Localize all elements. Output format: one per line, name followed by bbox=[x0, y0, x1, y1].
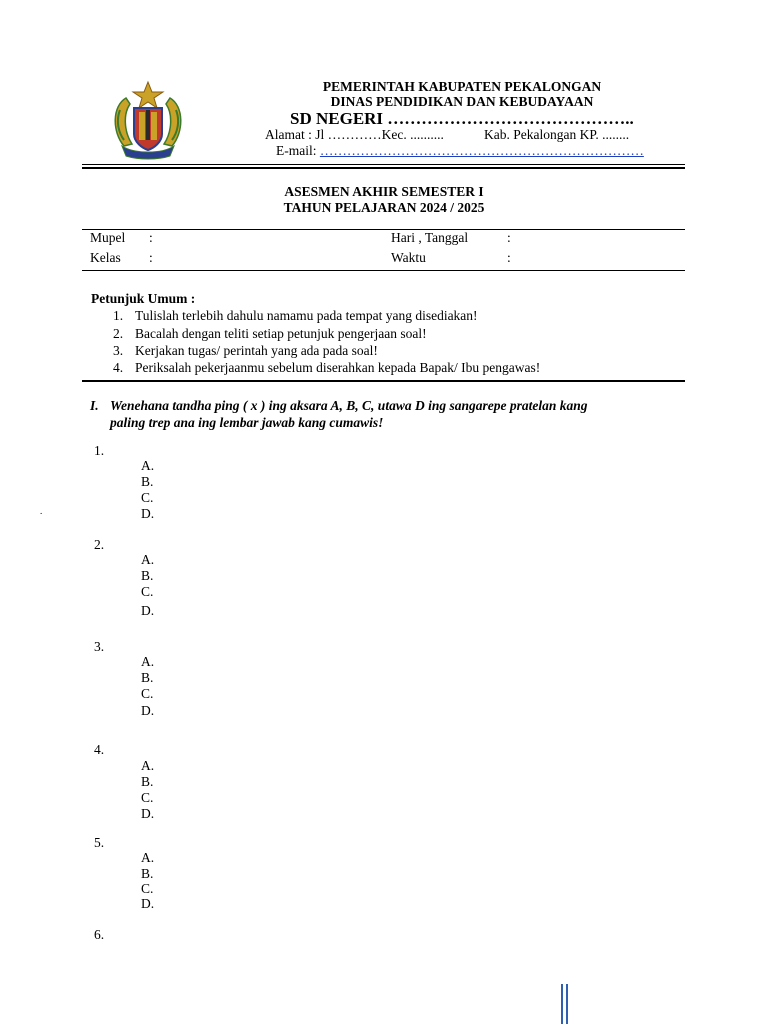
section-instruction-line2: paling trep ana ing lembar jawab kang cumawis! bbox=[110, 415, 384, 430]
address-right: Kab. Pekalongan KP. ........ bbox=[484, 127, 630, 142]
question-number: 2. bbox=[94, 537, 105, 552]
kelas-label: Kelas bbox=[90, 250, 121, 265]
instruction-item bbox=[113, 360, 540, 376]
answer-option[interactable]: A. bbox=[141, 758, 155, 773]
email-label: E-mail: bbox=[276, 143, 317, 158]
instruction-text: Periksalah pekerjaanmu sebelum diserahkan kepada Bapak/ Ibu pengawas! bbox=[135, 360, 541, 375]
instruction-text: Bacalah dengan teliti setiap petunjuk pengerjaan soal! bbox=[135, 326, 427, 341]
answer-option[interactable]: C. bbox=[141, 490, 154, 505]
academic-year: TAHUN PELAJARAN 2024 / 2025 bbox=[283, 200, 485, 215]
instruction-item bbox=[113, 326, 427, 342]
answer-option[interactable]: A. bbox=[141, 654, 155, 669]
answer-option[interactable]: B. bbox=[141, 474, 154, 489]
answer-option[interactable]: D. bbox=[141, 703, 155, 718]
mupel-label: Mupel bbox=[90, 230, 126, 245]
instruction-number: 4. bbox=[113, 360, 124, 375]
regency-emblem-logo bbox=[108, 80, 188, 160]
header-divider-thin bbox=[82, 164, 685, 165]
instructions-heading: Petunjuk Umum : bbox=[91, 291, 196, 306]
answer-option[interactable]: C. bbox=[141, 686, 154, 701]
instruction-item bbox=[113, 343, 378, 359]
question-number: 3. bbox=[94, 639, 105, 654]
mupel-colon: : bbox=[149, 230, 153, 245]
section-roman-numeral: I. bbox=[90, 398, 99, 413]
hari-tanggal-label: Hari , Tanggal bbox=[391, 230, 469, 245]
waktu-colon: : bbox=[507, 250, 511, 265]
email-link[interactable]: ……………………………………………………………… bbox=[319, 143, 644, 158]
answer-option[interactable]: C. bbox=[141, 790, 154, 805]
info-bottom-rule bbox=[82, 270, 685, 271]
answer-option[interactable]: D. bbox=[141, 506, 155, 521]
answer-option[interactable]: D. bbox=[141, 806, 155, 821]
government-name: PEMERINTAH KABUPATEN PEKALONGAN bbox=[322, 79, 602, 94]
waktu-label: Waktu bbox=[391, 250, 426, 265]
answer-option[interactable]: A. bbox=[141, 552, 155, 567]
instruction-number: 3. bbox=[113, 343, 124, 358]
school-name: SD NEGERI …………………………………….. bbox=[290, 109, 634, 128]
hari-tanggal-colon: : bbox=[507, 230, 511, 245]
header-divider-thick bbox=[82, 167, 685, 169]
instruction-text: Kerjakan tugas/ perintah yang ada pada soal! bbox=[135, 343, 378, 358]
exam-title: ASESMEN AKHIR SEMESTER I bbox=[284, 184, 484, 199]
address-left: Alamat : Jl …………Kec. .......... bbox=[265, 127, 444, 142]
page-edge-mark bbox=[561, 984, 568, 1024]
instruction-number: 1. bbox=[113, 308, 124, 323]
answer-option[interactable]: D. bbox=[141, 896, 155, 911]
info-top-rule bbox=[82, 229, 685, 230]
instruction-number: 2. bbox=[113, 326, 124, 341]
kelas-colon: : bbox=[149, 250, 153, 265]
department-name: DINAS PENDIDIKAN DAN KEBUDAYAAN bbox=[330, 94, 594, 109]
question-number: 4. bbox=[94, 742, 105, 757]
question-number: 1. bbox=[94, 443, 105, 458]
answer-option[interactable]: B. bbox=[141, 568, 154, 583]
instructions-bottom-rule bbox=[82, 380, 685, 382]
answer-option[interactable]: D. bbox=[141, 603, 155, 618]
answer-option[interactable]: C. bbox=[141, 584, 154, 599]
answer-option[interactable]: C. bbox=[141, 881, 154, 896]
stray-dot: . bbox=[40, 506, 43, 516]
instruction-text: Tulislah terlebih dahulu namamu pada tempat yang disediakan! bbox=[135, 308, 478, 323]
answer-option[interactable]: A. bbox=[141, 458, 155, 473]
question-number: 5. bbox=[94, 835, 105, 850]
email-line bbox=[276, 143, 644, 159]
answer-option[interactable]: B. bbox=[141, 774, 154, 789]
answer-option[interactable]: B. bbox=[141, 866, 154, 881]
answer-option[interactable]: A. bbox=[141, 850, 155, 865]
section-instruction-line1: Wenehana tandha ping ( x ) ing aksara A, B, C, utawa D ing sangarepe pratelan kang bbox=[110, 398, 588, 413]
instruction-item bbox=[113, 308, 478, 324]
question-number: 6. bbox=[94, 927, 105, 942]
answer-option[interactable]: B. bbox=[141, 670, 154, 685]
